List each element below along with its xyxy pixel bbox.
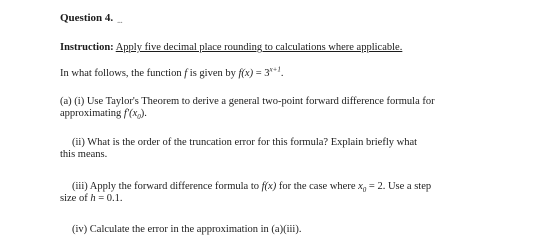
question-title [60,12,122,25]
part-a-line-2 [60,108,147,120]
title-mark: ... [117,17,123,25]
intro-after: . [280,68,284,79]
part-ii-line-1: (ii) What is the order of the truncation error for this formula? Explain briefly what [72,137,418,148]
function-definition [60,65,284,80]
intro-f: f [184,68,188,79]
intro-before: In what follows, the function [60,68,185,79]
part-a-subscript: 0 [137,113,141,122]
part-iii-after: = 2. Use a step [366,181,432,192]
intro-exponent: x+1 [269,65,281,74]
part-iii-h: h [90,193,96,204]
part-iii-line-2 [60,193,123,205]
intro-fx: f(x) [238,68,254,79]
part-a-line-1: (a) (i) Use Taylor's Theorem to derive a general two-point forward difference formula for [60,96,435,107]
instruction-text: Apply five decimal place rounding to calculations where applicable. [115,42,403,53]
part-iv-line-1: (iv) Calculate the error in the approximation in (a)(iii). [72,224,302,235]
part-iii-mid: for the case where [276,181,359,192]
part-iii-line-1 [72,181,431,193]
part-iii-before: (iii) Apply the forward difference formula to [72,181,262,192]
intro-eq: = 3 [253,68,270,79]
question-title-text: Question 4. [60,12,114,24]
part-iii-x: x [358,181,363,192]
part-iii-line2-after: = 0.1. [95,193,123,204]
part-iii-line2-before: size of [60,193,91,204]
part-iii-fx: f(x) [261,181,277,192]
part-a-line2-before: approximating [60,108,124,119]
part-a-line2-after: ). [140,108,147,119]
part-a-derivative: f′(x [123,108,138,119]
instruction-label: Instruction: [60,42,114,53]
part-iii-subscript: 0 [362,186,367,195]
intro-mid: is given by [187,68,239,79]
instruction-line [60,42,402,54]
part-ii-line-2: this means. [60,149,108,160]
